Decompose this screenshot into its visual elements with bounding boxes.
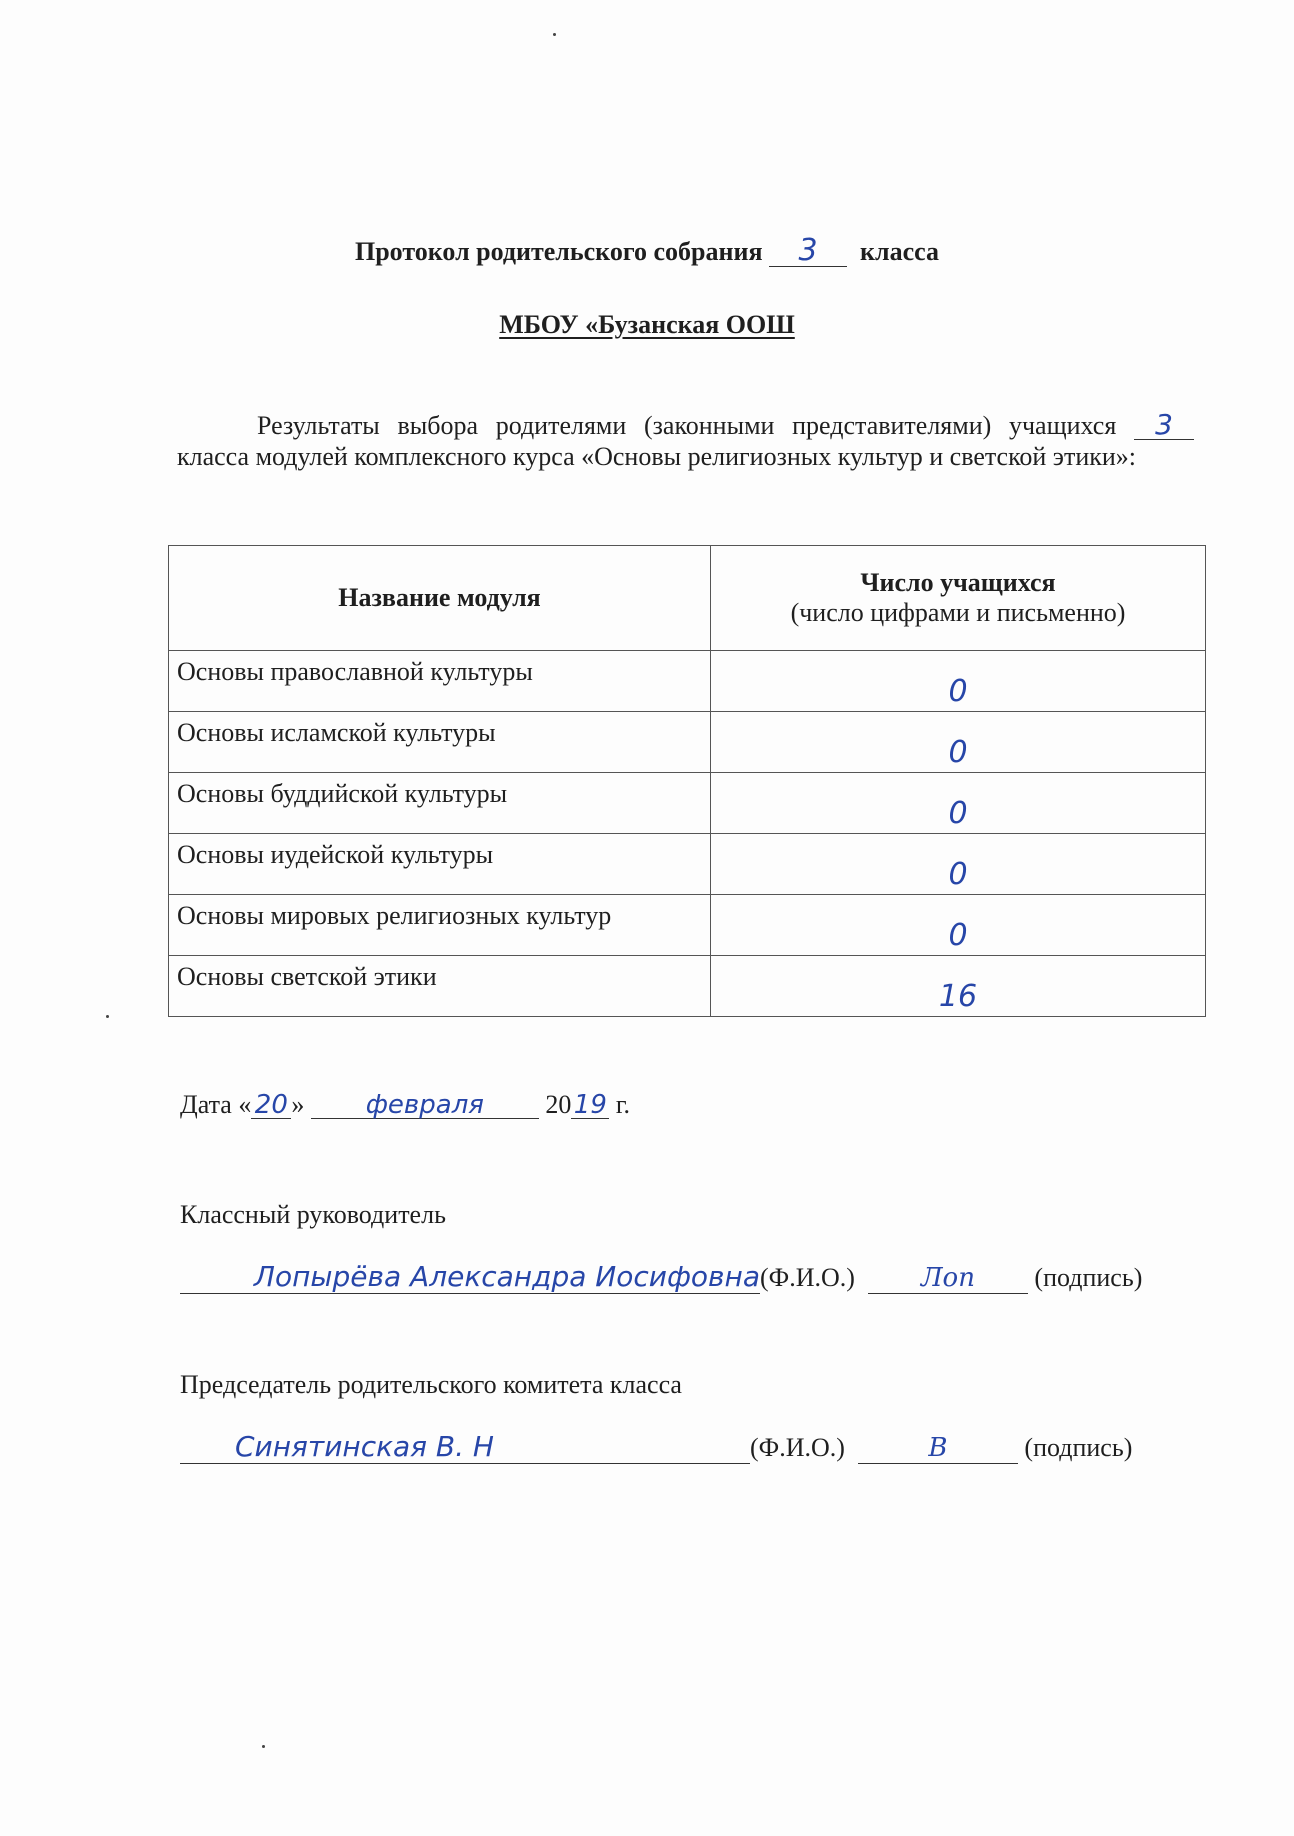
intro-end: класса модулей комплексного курса «Основы религиозных культур и светской этики»: [177, 442, 1137, 471]
module-name: Основы исламской культуры [169, 712, 711, 773]
scan-speck [262, 1745, 265, 1748]
date-line [180, 1090, 630, 1120]
table-header-row [169, 546, 1206, 651]
student-count: 0 [948, 796, 968, 831]
intro-class-number: 3 [1155, 408, 1173, 441]
modules-table [168, 545, 1206, 1017]
date-close-quote: » [291, 1090, 305, 1119]
school-name: МБОУ «Бузанская ООШ [499, 310, 795, 339]
committee-role: Председатель родительского комитета класса [180, 1370, 682, 1399]
table-row [169, 895, 1206, 956]
date-year-prefix: 20 [545, 1090, 572, 1119]
committee-signature: В [928, 1433, 948, 1463]
module-name: Основы буддийской культуры [169, 773, 711, 834]
module-name-header: Название модуля [169, 546, 711, 651]
committee-signature-row [180, 1430, 1132, 1464]
table-row [169, 651, 1206, 712]
teacher-role: Классный руководитель [180, 1200, 446, 1229]
table-row [169, 712, 1206, 773]
teacher-signature-label: (подпись) [1034, 1263, 1143, 1292]
title-class-number: 3 [798, 233, 818, 268]
teacher-signature: Лоп [920, 1263, 975, 1293]
date-suffix: г. [615, 1090, 631, 1119]
intro-paragraph [177, 410, 1194, 472]
teacher-signature-row [180, 1260, 1142, 1294]
module-name: Основы иудейской культуры [169, 834, 711, 895]
module-name: Основы православной культуры [169, 651, 711, 712]
student-count: 0 [948, 735, 968, 770]
student-count-header-title: Число учащихся [860, 568, 1056, 597]
table-row [169, 773, 1206, 834]
intro-start: Результаты выбора родителями (законными представителями) учащихся [257, 411, 1117, 440]
module-name: Основы мировых религиозных культур [169, 895, 711, 956]
date-label: Дата « [180, 1090, 252, 1119]
table-row [169, 956, 1206, 1017]
student-count: 0 [948, 857, 968, 892]
scan-speck [106, 1015, 109, 1018]
title-prefix: Протокол родительского собрания [355, 237, 763, 266]
scan-speck [553, 33, 556, 36]
date-year-suffix: 19 [573, 1090, 607, 1120]
student-count: 0 [948, 674, 968, 709]
teacher-name: Лопырёва Александра Иосифовна [253, 1260, 760, 1293]
committee-signature-label: (подпись) [1024, 1433, 1133, 1462]
module-name: Основы светской этики [169, 956, 711, 1017]
committee-fio-label: (Ф.И.О.) [750, 1433, 845, 1462]
intro-class-blank [1134, 408, 1194, 441]
committee-name: Синятинская В. Н [235, 1430, 494, 1463]
date-day: 20 [254, 1090, 288, 1120]
table-row [169, 834, 1206, 895]
student-count-header [711, 546, 1206, 651]
student-count: 16 [938, 979, 978, 1014]
date-month: февраля [365, 1090, 484, 1120]
student-count: 0 [948, 918, 968, 953]
student-count-header-note: (число цифрами и письменно) [790, 598, 1126, 627]
protocol-title [0, 233, 1294, 268]
teacher-fio-label: (Ф.И.О.) [760, 1263, 855, 1292]
title-class-blank [769, 233, 847, 268]
title-suffix: класса [860, 237, 939, 266]
